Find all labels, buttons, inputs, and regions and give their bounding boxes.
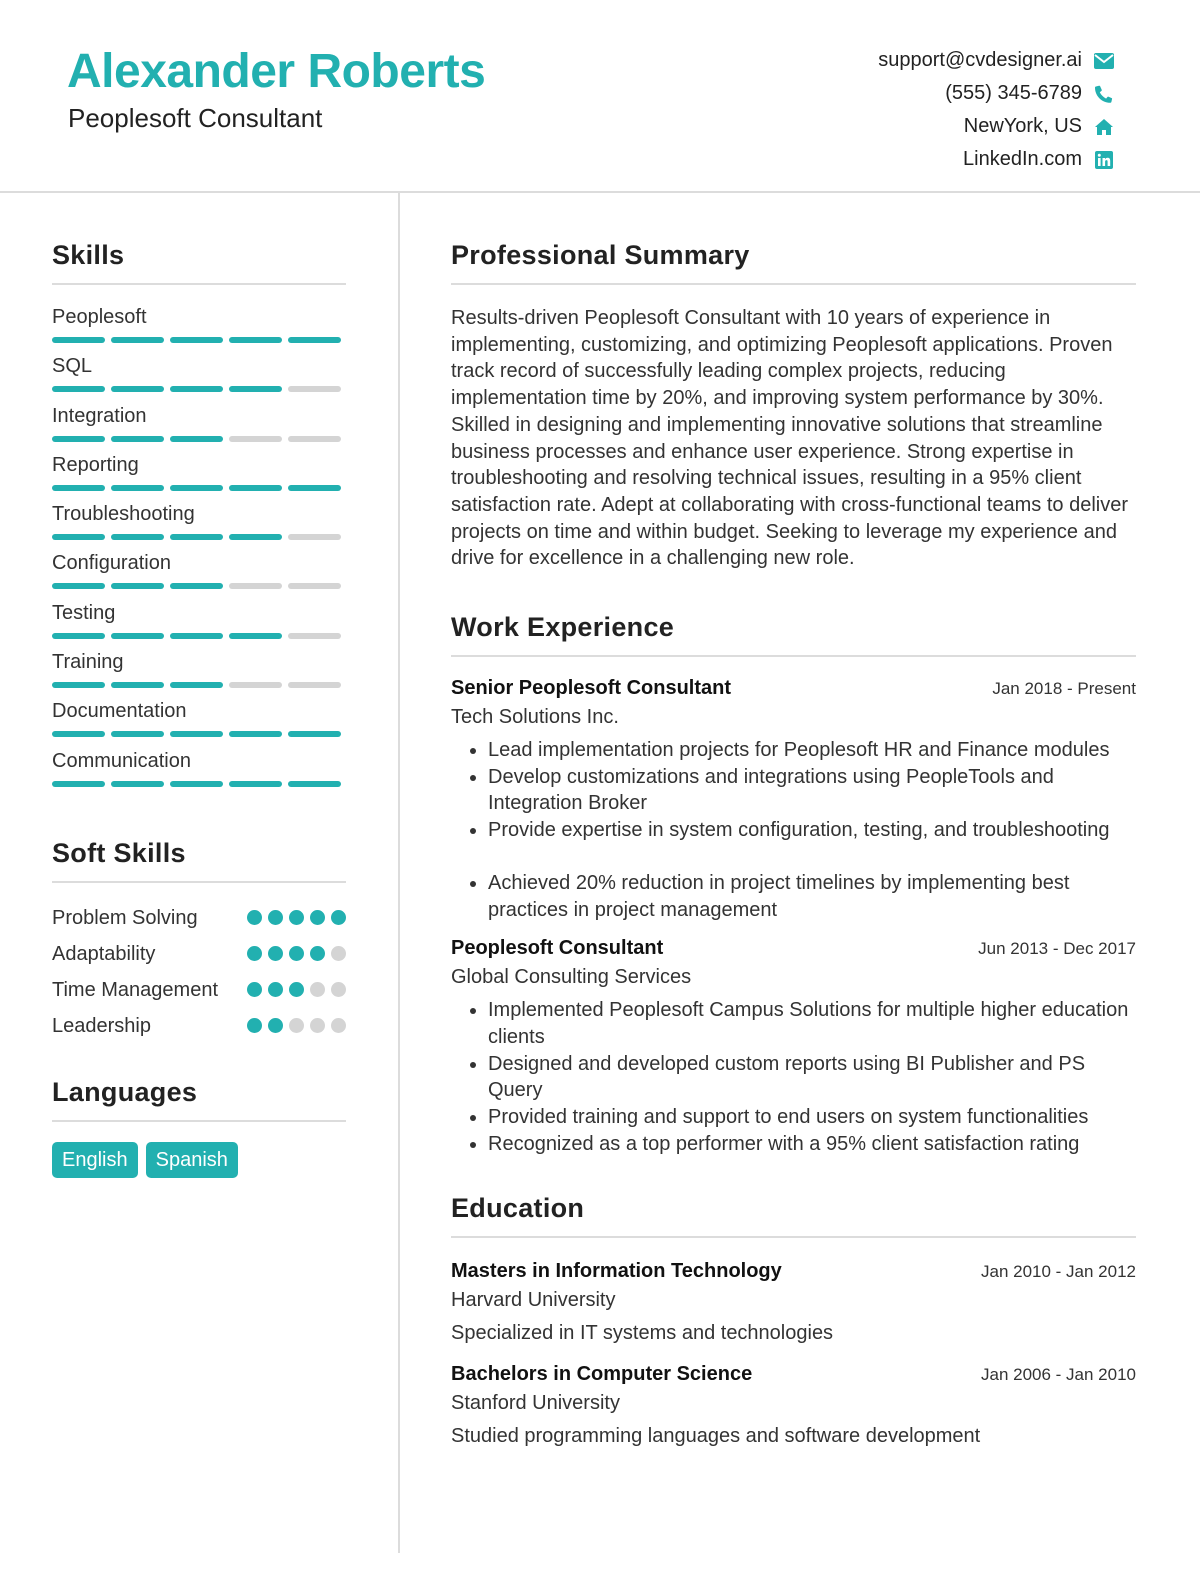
skill-level-segment bbox=[170, 485, 223, 491]
skill-level-segment bbox=[229, 386, 282, 392]
skill-level-segment bbox=[170, 534, 223, 540]
school-name: Stanford University bbox=[451, 1392, 620, 1415]
skill-level-segment bbox=[288, 633, 341, 639]
soft-skill-rating bbox=[247, 946, 346, 961]
skill-level-segment bbox=[111, 386, 164, 392]
skill-level-segment bbox=[288, 583, 341, 589]
rating-dot bbox=[289, 982, 304, 997]
skill-name: Troubleshooting bbox=[52, 503, 195, 526]
soft-skills-heading: Soft Skills bbox=[52, 837, 186, 868]
contact-location-text: NewYork, US bbox=[963, 115, 1082, 137]
soft-skill-item bbox=[52, 905, 346, 931]
skill-level-segment bbox=[170, 682, 223, 688]
job-dates: Jan 2018 - Present bbox=[992, 679, 1136, 699]
left-column bbox=[52, 240, 346, 1178]
skill-item bbox=[52, 749, 346, 798]
skill-item bbox=[52, 502, 346, 551]
skill-level-segment bbox=[111, 583, 164, 589]
skill-name: Integration bbox=[52, 404, 147, 427]
job-company: Global Consulting Services bbox=[451, 966, 692, 989]
skill-level-bar bbox=[52, 731, 346, 737]
skill-level-bar bbox=[52, 337, 346, 343]
job-entry bbox=[451, 677, 1136, 923]
rating-dot bbox=[247, 910, 262, 925]
skill-level-segment bbox=[52, 534, 105, 540]
work-heading: Work Experience bbox=[451, 612, 675, 643]
skill-level-segment bbox=[288, 485, 341, 491]
skill-level-segment bbox=[52, 583, 105, 589]
skill-level-segment bbox=[52, 436, 105, 442]
school-name: Harvard University bbox=[451, 1289, 616, 1312]
education-entry bbox=[451, 1363, 1136, 1448]
rating-dot bbox=[247, 946, 262, 961]
language-tag: Spanish bbox=[146, 1142, 238, 1178]
section-rule bbox=[451, 655, 1136, 657]
skill-level-segment bbox=[111, 731, 164, 737]
skill-level-segment bbox=[170, 633, 223, 639]
rating-dot bbox=[289, 946, 304, 961]
education-description: Studied programming languages and software development bbox=[451, 1425, 981, 1448]
skill-level-segment bbox=[229, 436, 282, 442]
skill-level-segment bbox=[288, 682, 341, 688]
contact-phone-text: (555) 345-6789 bbox=[945, 82, 1082, 104]
education-heading: Education bbox=[451, 1193, 585, 1224]
skill-level-segment bbox=[170, 436, 223, 442]
skill-level-segment bbox=[111, 485, 164, 491]
skill-name: Training bbox=[52, 651, 124, 674]
contact-list bbox=[694, 44, 1114, 176]
skill-item bbox=[52, 453, 346, 502]
skill-level-bar bbox=[52, 633, 346, 639]
soft-skill-rating bbox=[247, 982, 346, 997]
skill-level-bar bbox=[52, 682, 346, 688]
job-bullet: • Recognized as a top performer with a 95% client satisfaction rating bbox=[488, 1131, 1136, 1158]
resume-header bbox=[0, 0, 1200, 193]
skill-name: Configuration bbox=[52, 552, 171, 575]
soft-skills-section bbox=[52, 838, 346, 1039]
rating-dot bbox=[331, 946, 346, 961]
rating-dot bbox=[331, 910, 346, 925]
skill-level-segment bbox=[52, 781, 105, 787]
skill-item bbox=[52, 551, 346, 600]
job-bullet: • Implemented Peoplesoft Campus Solutions for multiple higher education clients bbox=[488, 997, 1136, 1050]
skill-level-bar bbox=[52, 386, 346, 392]
rating-dot bbox=[268, 946, 283, 961]
job-company: Tech Solutions Inc. bbox=[451, 706, 619, 729]
skill-level-segment bbox=[288, 781, 341, 787]
skill-level-segment bbox=[52, 337, 105, 343]
skill-level-segment bbox=[229, 731, 282, 737]
soft-skill-name: Leadership bbox=[52, 1014, 151, 1037]
right-column bbox=[451, 240, 1136, 1448]
skill-level-segment bbox=[52, 682, 105, 688]
skill-item bbox=[52, 404, 346, 453]
skill-level-bar bbox=[52, 534, 346, 540]
skill-level-segment bbox=[111, 781, 164, 787]
skill-name: Documentation bbox=[52, 700, 187, 723]
skill-level-segment bbox=[170, 731, 223, 737]
skill-level-segment bbox=[229, 337, 282, 343]
skill-level-segment bbox=[111, 682, 164, 688]
skills-section bbox=[52, 240, 346, 798]
skill-level-segment bbox=[288, 731, 341, 737]
skill-level-segment bbox=[229, 583, 282, 589]
skill-level-bar bbox=[52, 436, 346, 442]
rating-dot bbox=[331, 1018, 346, 1033]
contact-email[interactable] bbox=[694, 44, 1114, 77]
rating-dot bbox=[268, 982, 283, 997]
rating-dot bbox=[247, 982, 262, 997]
section-rule bbox=[451, 283, 1136, 285]
rating-dot bbox=[331, 982, 346, 997]
skill-item bbox=[52, 601, 346, 650]
skill-level-segment bbox=[288, 337, 341, 343]
skill-item bbox=[52, 699, 346, 748]
candidate-title: Peoplesoft Consultant bbox=[68, 103, 323, 133]
candidate-name: Alexander Roberts bbox=[67, 45, 486, 98]
soft-skill-item bbox=[52, 941, 346, 967]
job-entry bbox=[451, 937, 1136, 1157]
contact-email-text: support@cvdesigner.ai bbox=[878, 49, 1082, 71]
skill-level-segment bbox=[111, 534, 164, 540]
column-divider bbox=[398, 193, 400, 1553]
job-bullets bbox=[451, 997, 1136, 1157]
soft-skill-name: Adaptability bbox=[52, 942, 156, 965]
skill-level-bar bbox=[52, 781, 346, 787]
soft-skill-name: Problem Solving bbox=[52, 906, 198, 929]
section-rule bbox=[52, 283, 346, 285]
skill-item bbox=[52, 305, 346, 354]
summary-text: Results-driven Peoplesoft Consultant with 10 years of experience in implementing, customizing, and optimizing Peoplesoft applications. Proven track record of successfully leading complex projects, reducing implementation time by 20%, and improving system performance by 30%. Skilled in designing and implementing innovative solutions that streamline business processes and enhance user experience. Strong expertise in troubleshooting and resolving technical issues, resulting in a 95% client satisfaction rate. Adept at collaborating with cross-functional teams to deliver projects on time and within budget. Seeking to leverage my experience and drive for excellence in a challenging new role. bbox=[451, 307, 1129, 570]
skill-level-segment bbox=[229, 781, 282, 787]
skill-name: Peoplesoft bbox=[52, 306, 147, 328]
job-bullet: • Provided training and support to end users on system functionalities bbox=[488, 1104, 1136, 1131]
job-bullet: • Develop customizations and integrations using PeopleTools and Integration Broker bbox=[488, 764, 1136, 817]
skill-level-segment bbox=[111, 436, 164, 442]
skill-level-segment bbox=[111, 337, 164, 343]
skill-level-segment bbox=[288, 436, 341, 442]
rating-dot bbox=[247, 1018, 262, 1033]
skill-name: Reporting bbox=[52, 453, 139, 476]
skill-level-segment bbox=[170, 337, 223, 343]
contact-location bbox=[694, 110, 1114, 143]
languages-heading: Languages bbox=[52, 1076, 198, 1107]
skill-level-segment bbox=[170, 781, 223, 787]
soft-skill-name: Time Management bbox=[52, 978, 218, 1001]
job-role: Peoplesoft Consultant bbox=[451, 937, 664, 960]
contact-linkedin[interactable] bbox=[694, 143, 1114, 176]
home-icon bbox=[1094, 117, 1114, 137]
soft-skill-rating bbox=[247, 1018, 346, 1033]
skills-list bbox=[52, 305, 346, 798]
summary-heading: Professional Summary bbox=[451, 240, 750, 270]
rating-dot bbox=[310, 946, 325, 961]
contact-linkedin-text: LinkedIn.com bbox=[963, 148, 1082, 170]
rating-dot bbox=[310, 1018, 325, 1033]
job-role: Senior Peoplesoft Consultant bbox=[451, 677, 732, 700]
languages-list bbox=[52, 1142, 346, 1178]
job-bullet: • Lead implementation projects for Peoplesoft HR and Finance modules bbox=[488, 737, 1136, 764]
section-rule bbox=[52, 881, 346, 883]
skill-item bbox=[52, 354, 346, 403]
section-rule bbox=[451, 1236, 1136, 1238]
skill-level-segment bbox=[288, 534, 341, 540]
rating-dot bbox=[310, 982, 325, 997]
job-bullet: • Designed and developed custom reports using BI Publisher and PS Query bbox=[488, 1051, 1136, 1104]
work-section bbox=[451, 612, 1136, 1157]
job-bullet: • Achieved 20% reduction in project timelines by implementing best practices in project management bbox=[488, 870, 1136, 923]
skill-name: Testing bbox=[52, 601, 116, 624]
job-bullet: • Provide expertise in system configuration, testing, and troubleshooting bbox=[488, 817, 1136, 844]
job-dates: Jun 2013 - Dec 2017 bbox=[978, 939, 1136, 959]
skill-level-segment bbox=[111, 633, 164, 639]
skill-level-segment bbox=[170, 386, 223, 392]
summary-section bbox=[451, 240, 1136, 572]
skill-level-segment bbox=[170, 583, 223, 589]
degree-title: Bachelors in Computer Science bbox=[451, 1363, 753, 1386]
skill-level-segment bbox=[52, 386, 105, 392]
rating-dot bbox=[310, 910, 325, 925]
soft-skill-rating bbox=[247, 910, 346, 925]
skill-name: SQL bbox=[52, 355, 93, 378]
skill-name: Communication bbox=[52, 749, 191, 772]
contact-phone[interactable] bbox=[694, 77, 1114, 110]
soft-skill-item bbox=[52, 1013, 346, 1039]
skill-level-segment bbox=[52, 633, 105, 639]
phone-icon bbox=[1094, 84, 1114, 104]
rating-dot bbox=[268, 1018, 283, 1033]
section-rule bbox=[52, 1120, 346, 1122]
education-dates: Jan 2006 - Jan 2010 bbox=[980, 1365, 1136, 1385]
degree-title: Masters in Information Technology bbox=[451, 1260, 782, 1283]
linkedin-icon bbox=[1094, 150, 1114, 170]
rating-dot bbox=[289, 910, 304, 925]
languages-section bbox=[52, 1077, 346, 1178]
education-description: Specialized in IT systems and technologies bbox=[451, 1322, 834, 1345]
skill-level-segment bbox=[229, 682, 282, 688]
soft-skills-list bbox=[52, 905, 346, 1039]
skill-level-bar bbox=[52, 485, 346, 491]
envelope-icon bbox=[1094, 51, 1114, 71]
soft-skill-item bbox=[52, 977, 346, 1003]
skill-level-segment bbox=[288, 386, 341, 392]
skill-level-segment bbox=[52, 731, 105, 737]
skill-level-segment bbox=[229, 534, 282, 540]
skill-level-segment bbox=[229, 633, 282, 639]
rating-dot bbox=[268, 910, 283, 925]
education-section bbox=[451, 1193, 1136, 1448]
skill-level-segment bbox=[52, 485, 105, 491]
language-tag: English bbox=[52, 1142, 138, 1178]
skills-heading: Skills bbox=[52, 240, 125, 270]
skill-level-segment bbox=[229, 485, 282, 491]
job-bullets bbox=[451, 737, 1136, 923]
skill-level-bar bbox=[52, 583, 346, 589]
education-entry bbox=[451, 1260, 1136, 1345]
education-dates: Jan 2010 - Jan 2012 bbox=[980, 1262, 1136, 1282]
rating-dot bbox=[289, 1018, 304, 1033]
skill-item bbox=[52, 650, 346, 699]
